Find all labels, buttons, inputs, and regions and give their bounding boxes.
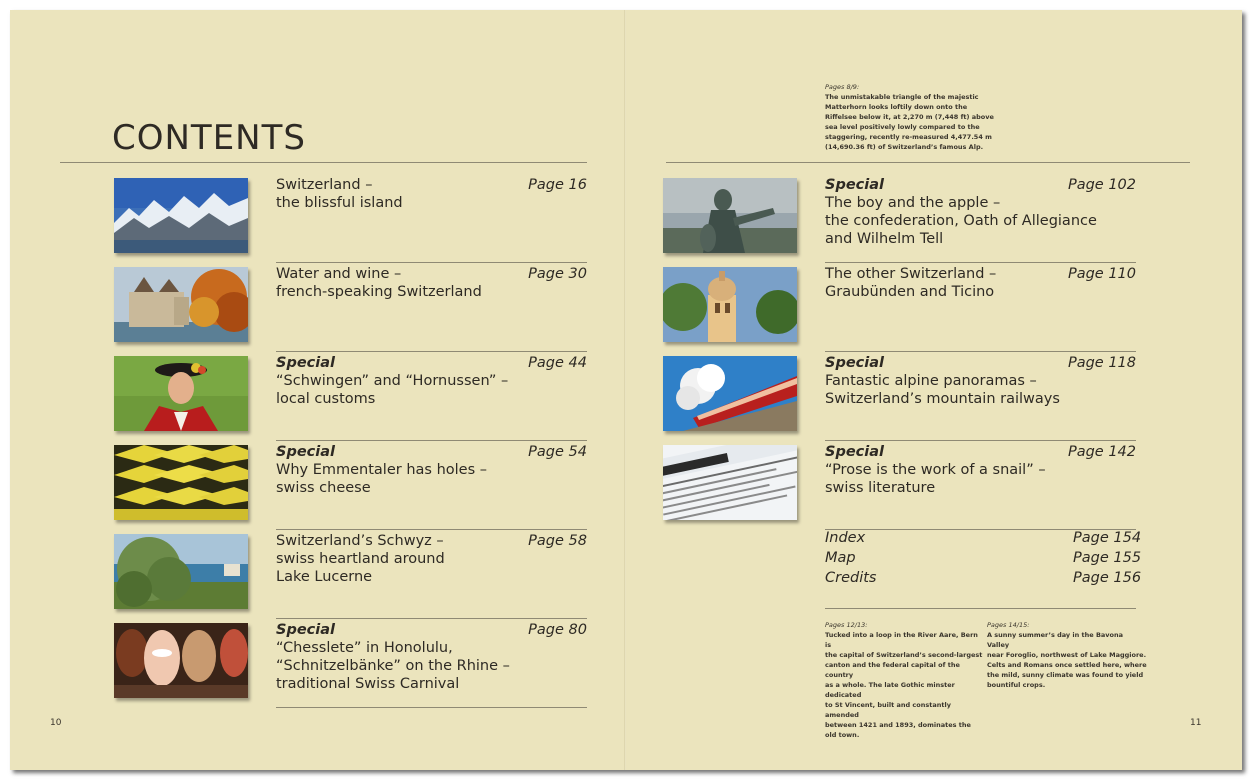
entry-page-number: Page 110 bbox=[1067, 266, 1136, 282]
entry-special-label: Special bbox=[276, 355, 335, 371]
contents-entry[interactable] bbox=[663, 443, 1136, 532]
caption-pages-14-15 bbox=[987, 620, 1147, 690]
entry-title-line: Why Emmentaler has holes – bbox=[276, 462, 487, 478]
entry-title-line: Lake Lucerne bbox=[276, 569, 373, 585]
entry-title-line: “Prose is the work of a snail” – bbox=[825, 462, 1046, 478]
entry-title-line: Switzerland’s mountain railways bbox=[825, 391, 1060, 407]
entry-special-label: Special bbox=[825, 177, 884, 193]
entry-title-line: the blissful island bbox=[276, 195, 403, 211]
caption-heading: Pages 14/15: bbox=[987, 621, 1030, 629]
caption-line: as a whole. The late Gothic minster dedicated bbox=[825, 681, 955, 699]
entry-page-number: Page 118 bbox=[1067, 355, 1136, 371]
caption-line: canton and the federal capital of the country bbox=[825, 661, 960, 679]
photo-tree-by-lake bbox=[114, 534, 248, 609]
map-label[interactable]: Map bbox=[825, 550, 856, 566]
entry-title-line: and Wilhelm Tell bbox=[825, 231, 944, 247]
entry-page-number: Page 58 bbox=[528, 533, 587, 549]
entry-title-line: “Chesslete” in Honolulu, bbox=[276, 640, 453, 656]
contents-entry[interactable] bbox=[114, 621, 587, 710]
photo-man-in-traditional-costume bbox=[114, 356, 248, 431]
caption-pages-8-9 bbox=[825, 82, 1005, 152]
entry-rule bbox=[276, 529, 587, 530]
entry-title-line: the confederation, Oath of Allegiance bbox=[825, 213, 1097, 229]
caption-line: staggering, recently re-measured 4,477.54 m bbox=[825, 133, 992, 141]
entry-title-line: The boy and the apple – bbox=[825, 195, 1001, 211]
caption-line: old town. bbox=[825, 731, 860, 739]
entry-title-line: “Schwingen” and “Hornussen” – bbox=[276, 373, 509, 389]
photo-red-steam-train bbox=[663, 356, 797, 431]
entry-page-number: Page 54 bbox=[528, 444, 587, 460]
caption-line: between 1421 and 1893, dominates the bbox=[825, 721, 971, 729]
entry-title-line: swiss cheese bbox=[276, 480, 371, 496]
entry-page-number: Page 44 bbox=[528, 355, 587, 371]
entry-title-line: Switzerland – bbox=[276, 177, 373, 193]
entry-title-line: french-speaking Switzerland bbox=[276, 284, 482, 300]
entry-title-line: “Schnitzelbänke” on the Rhine – bbox=[276, 658, 510, 674]
contents-entry[interactable] bbox=[114, 176, 587, 265]
entry-page-number: Page 30 bbox=[528, 266, 587, 282]
entry-special-label: Special bbox=[825, 444, 884, 460]
book-gutter bbox=[624, 10, 626, 770]
entry-page-number: Page 16 bbox=[528, 177, 587, 193]
page-title: CONTENTS bbox=[112, 118, 306, 158]
caption-line: bountiful crops. bbox=[987, 681, 1046, 689]
entry-page-number: Page 80 bbox=[528, 622, 587, 638]
entry-title-line: Graubünden and Ticino bbox=[825, 284, 995, 300]
entry-title-line: Switzerland’s Schwyz – bbox=[276, 533, 444, 549]
entry-rule bbox=[825, 262, 1136, 263]
photo-church-tower-ticino bbox=[663, 267, 797, 342]
caption-line: sea level positively lowly compared to the bbox=[825, 123, 980, 131]
book-spread bbox=[10, 10, 1242, 770]
folio-right: 11 bbox=[1190, 718, 1202, 728]
photo-wilhelm-tell-statue bbox=[663, 178, 797, 253]
entry-page-number: Page 142 bbox=[1067, 444, 1136, 460]
index-label[interactable]: Index bbox=[825, 530, 866, 546]
caption-line: A sunny summer’s day in the Bavona Valley bbox=[987, 631, 1123, 649]
entry-title-line: swiss heartland around bbox=[276, 551, 445, 567]
entry-special-label: Special bbox=[276, 444, 335, 460]
entry-rule bbox=[825, 351, 1136, 352]
caption-line: near Foroglio, northwest of Lake Maggiore. bbox=[987, 651, 1147, 659]
entry-rule bbox=[276, 707, 587, 708]
entry-page-number: Page 102 bbox=[1067, 177, 1136, 193]
folio-left: 10 bbox=[50, 718, 62, 728]
title-rule bbox=[60, 162, 587, 163]
entry-rule bbox=[276, 440, 587, 441]
caption-line: Matterhorn looks loftily down onto the bbox=[825, 103, 968, 111]
caption-line: Riffelsee below it, at 2,270 m (7,448 ft) above bbox=[825, 113, 994, 121]
caption-line: (14,690.36 ft) of Switzerland’s famous Alp. bbox=[825, 143, 984, 151]
entry-title-line: swiss literature bbox=[825, 480, 936, 496]
entry-special-label: Special bbox=[276, 622, 335, 638]
index-page: Page 154 bbox=[1073, 530, 1142, 546]
credits-label[interactable]: Credits bbox=[825, 570, 877, 586]
caption-pages-12-13 bbox=[825, 620, 985, 740]
contents-entry[interactable] bbox=[114, 443, 587, 532]
contents-entry[interactable] bbox=[114, 265, 587, 354]
contents-entry[interactable] bbox=[114, 532, 587, 621]
contents-entry[interactable] bbox=[663, 354, 1136, 443]
caption-heading: Pages 8/9: bbox=[825, 83, 860, 91]
photo-chillon-castle bbox=[114, 267, 248, 342]
map-page: Page 155 bbox=[1073, 550, 1142, 566]
entry-title-line: Fantastic alpine panoramas – bbox=[825, 373, 1037, 389]
entry-title-line: Water and wine – bbox=[276, 266, 402, 282]
entry-rule bbox=[825, 440, 1136, 441]
right-title-rule bbox=[666, 162, 1190, 163]
entry-rule bbox=[276, 351, 587, 352]
index-rule bbox=[825, 608, 1136, 609]
photo-carnival-masks bbox=[114, 623, 248, 698]
credits-page: Page 156 bbox=[1073, 570, 1142, 586]
entry-title-line: local customs bbox=[276, 391, 376, 407]
photo-alpine-lake-mountains bbox=[114, 178, 248, 253]
contents-entry[interactable] bbox=[114, 354, 587, 443]
entry-special-label: Special bbox=[825, 355, 884, 371]
entry-title-line: The other Switzerland – bbox=[825, 266, 997, 282]
caption-line: The unmistakable triangle of the majestic bbox=[825, 93, 979, 101]
caption-line: the mild, sunny climate was found to yield bbox=[987, 671, 1144, 679]
photo-old-newspaper bbox=[663, 445, 797, 520]
entry-rule bbox=[276, 262, 587, 263]
caption-line: Tucked into a loop in the River Aare, Bern is bbox=[825, 631, 978, 649]
contents-entry[interactable] bbox=[663, 265, 1136, 354]
caption-line: Celts and Romans once settled here, where bbox=[987, 661, 1147, 669]
caption-line: to St Vincent, built and constantly amended bbox=[825, 701, 951, 719]
entry-rule bbox=[276, 618, 587, 619]
caption-line: the capital of Switzerland’s second-largest bbox=[825, 651, 983, 659]
photo-cheese-wheels bbox=[114, 445, 248, 520]
entry-title-line: traditional Swiss Carnival bbox=[276, 676, 460, 692]
contents-entry[interactable] bbox=[663, 176, 1136, 265]
caption-heading: Pages 12/13: bbox=[825, 621, 868, 629]
